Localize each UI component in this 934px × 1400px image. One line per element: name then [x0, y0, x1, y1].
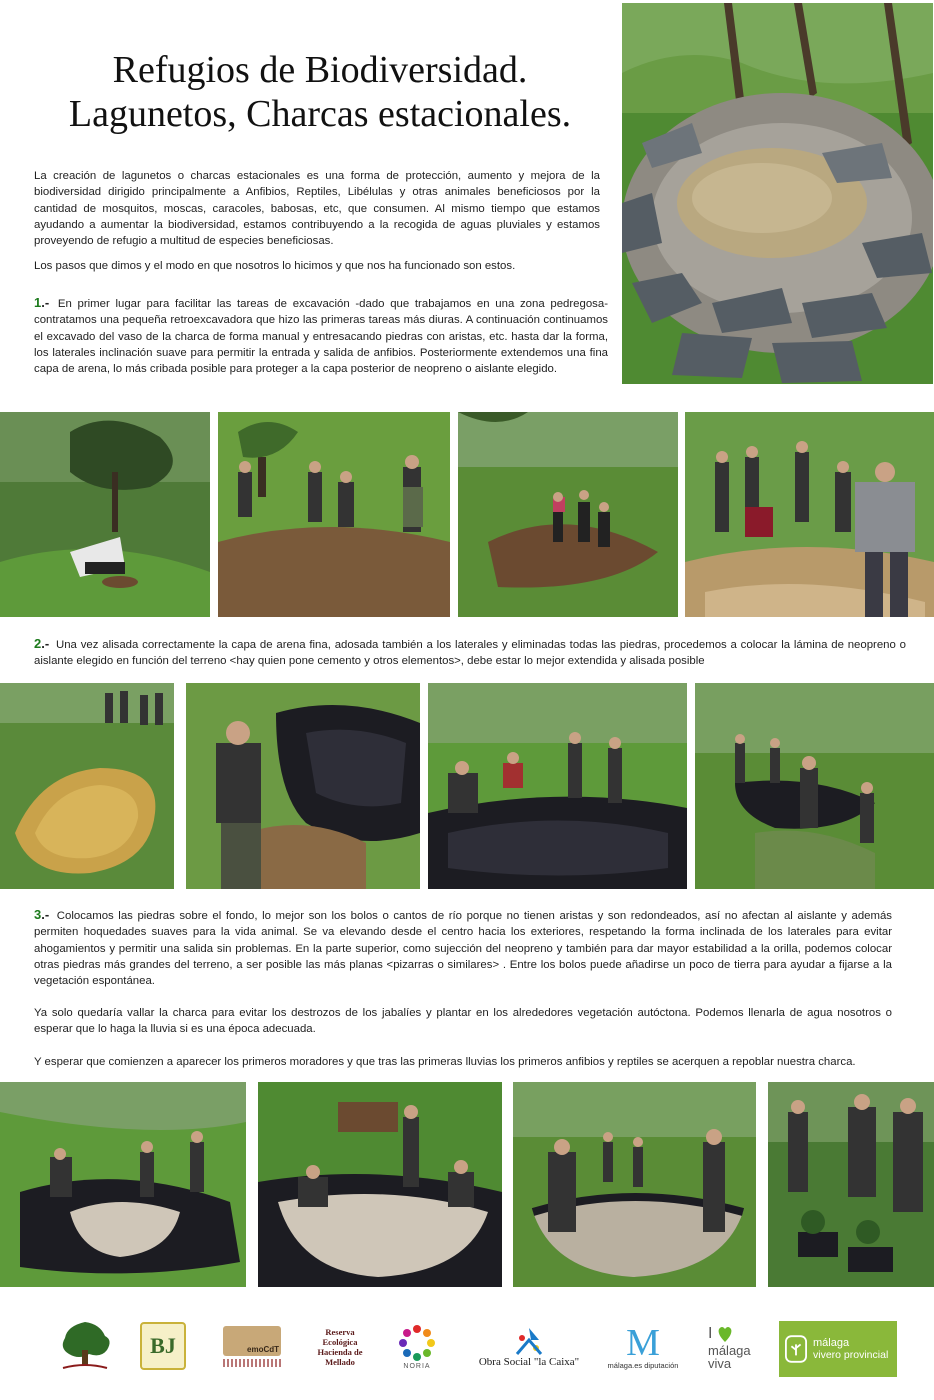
photo-liner-placing — [186, 683, 420, 889]
title-line-1: Refugios de Biodiversidad. — [112, 49, 528, 91]
photo-liner-spread — [695, 683, 934, 889]
hero-pond-photo — [622, 3, 933, 384]
malaga-viva-viva: viva — [708, 1356, 732, 1371]
obra-social-caixa-text: Obra Social "la Caixa" — [478, 1356, 580, 1368]
malaga-viva-i: I — [708, 1325, 713, 1342]
photo-liner-group — [428, 683, 687, 889]
photo-stones-3 — [513, 1082, 756, 1287]
tree-logo — [55, 1318, 115, 1374]
closing-paragraph-1: Ya solo quedaría vallar la charca para evitar los destrozos de los jabalíes y plantar en los alrededores vegetación autóctona. Podemos llenarla de agua nosotros o esperar que lo haga la lluvia si es una época adecuada. — [34, 1007, 892, 1036]
reserva-mellado-text: Reserva Ecológica Hacienda de Mellado — [317, 1327, 363, 1367]
malaga-viva-malaga: málaga — [708, 1343, 751, 1358]
photo-planting — [768, 1082, 934, 1287]
closing-paragraph-2: Y esperar que comienzen a aparecer los primeros moradores y que tras las primeras lluvias los primeros anfibios y reptiles se acerquen a repoblar nuestra charca. — [34, 1056, 856, 1068]
heart-leaf-icon — [715, 1324, 735, 1344]
vivero-malaga-text: málaga — [813, 1337, 850, 1349]
obra-social-caixa-logo — [474, 1320, 584, 1374]
title-line-2: Lagunetos, Charcas estacionales. — [68, 93, 572, 135]
step-3 — [34, 907, 892, 989]
emocdt-logo-text: emoCdT — [247, 1344, 279, 1354]
step-1 — [34, 295, 608, 377]
intro-paragraph-2: Los pasos que dimos y el modo en que nosotros lo hicimos y que nos ha funcionado son estos. — [34, 260, 516, 272]
bj-logo — [140, 1320, 186, 1372]
step-1-text: En primer lugar para facilitar las tareas de excavación -dado que trabajamos en una zona pedregosa- contratamos una pequeña retroexcavadora que hizo las primeras tareas más diuras. A continuación continuamos el excavado del vaso de la charca de forma manual y entresacando piedras con aristas, etc. hasta dar la forma, los laterales inclinación suave para permitir la entrada y salida de anfibios. Posteriormente extendemos una fina capa de arena, lo más cribada posible para proteger a la capa posterior de neopreno o aislante elegido. — [34, 298, 609, 376]
reserva-mellado-logo — [310, 1322, 370, 1372]
page-title — [30, 48, 610, 136]
intro-paragraph-1: La creación de lagunetos o charcas estacionales es una forma de protección, aumento y mejora de la biodiversidad dirigido principalmente a Anfibios, Reptiles, Libélulas y otras animales beneficiosos por la cantidad de mosquitos, moscas, caracoles, babosas, etc, que consumen. Al mismo tiempo que estamos ayudando a aumentar la biodiversidad, estamos contribuyendo a la recogida de aguas pluviales y estamos proveyendo de refugio a multitud de especies beneficiosas. — [34, 170, 600, 248]
malaga-diputacion-text: málaga.es diputación — [607, 1360, 679, 1370]
photo-stones-2 — [258, 1082, 502, 1287]
vivero-provincial-logo — [779, 1321, 897, 1377]
photo-excavator — [0, 412, 210, 617]
vivero-provincial-text: vivero provincial — [813, 1349, 889, 1361]
photo-stones-1 — [0, 1082, 246, 1287]
photo-group-dig — [458, 412, 678, 617]
step-3-number: 3.- — [34, 907, 50, 922]
step-1-number: 1.- — [34, 295, 50, 310]
photo-sand-layer — [685, 412, 934, 617]
step-2-number: 2.- — [34, 636, 50, 651]
step-3-text: Colocamos las piedras sobre el fondo, lo mejor son los bolos o cantos de río porque no tienen aristas y son redondeados, así no afectan al aislante y además permiten hoquedades suaves para la vida animal. Se va elevando desde el centro hacia los exteriores, respetando la forma inclinada de los laterales para evitar ahogamientos y permitir una salida sin problemas. En la parte superior, como sujección del neopreno y también para dar mayor estabilidad a la orilla, podemos colocar otras piedras más grandes del terreno, a ser posible las más planas <pizarras o similares> . Entre los bolos puede añadirse un poco de tierra para ayudar a fijarse a la vegetación espontánea. — [34, 910, 893, 988]
leaf-badge-icon — [785, 1335, 807, 1363]
photo-digging — [218, 412, 450, 617]
photo-sand-base — [0, 683, 174, 889]
noria-logo — [392, 1320, 442, 1372]
step-2-text: Una vez alisada correctamente la capa de arena fina, adosada también a los laterales y eliminadas todas las piedras, procedemos a colocar la lámina de neopreno o aislante elegido en función del terreno <hay quien pone cemento y otros elementos>, debe estar lo mejor extendida y alisada posible — [34, 639, 906, 668]
malaga-diputacion-logo: M málaga.es diputación — [607, 1321, 679, 1370]
malaga-viva-logo — [708, 1318, 762, 1376]
step-2 — [34, 636, 906, 670]
noria-text: NORIA — [403, 1362, 431, 1370]
emocdt-logo — [222, 1318, 282, 1374]
bj-logo-text: BJ — [140, 1322, 186, 1370]
